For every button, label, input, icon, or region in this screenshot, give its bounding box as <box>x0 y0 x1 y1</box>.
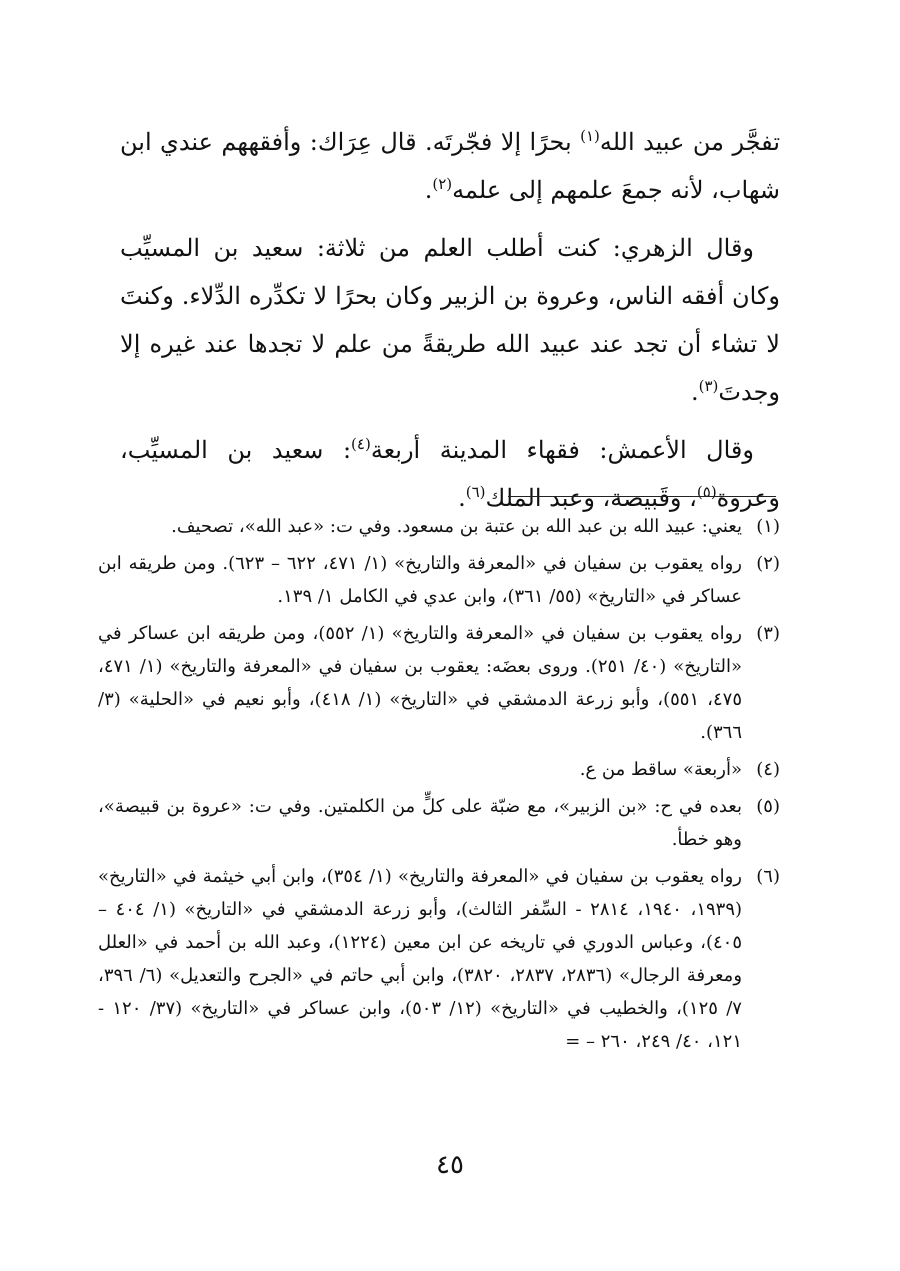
footnote-1 <box>98 510 780 543</box>
footnote-number: (٢) <box>756 553 780 574</box>
footnote-reference[interactable]: (٦) <box>465 483 486 501</box>
footnote-reference[interactable]: (٢) <box>432 175 453 193</box>
footnote-number: (٣) <box>756 623 780 644</box>
paragraph-text: بحرًا إلا فجّرتَه. قال عِرَاك: وأفقههم عندي ابن شهاب، لأنه جمعَ علمهم إلى علمه <box>120 128 780 204</box>
footnote-separator <box>508 496 776 497</box>
paragraph-text: تفجَّر من عبيد الله <box>599 128 781 156</box>
paragraph-text: ، وقَبيصة، وعبد الملك <box>485 484 697 512</box>
paragraph-2 <box>120 224 780 416</box>
paragraph-1 <box>120 118 780 214</box>
footnote-text: يعني: عبيد الله بن عبد الله بن عتبة بن مسعود. وفي ت: «عبد الله»، تصحيف. <box>171 516 742 537</box>
footnote-text: رواه يعقوب بن سفيان في «المعرفة والتاريخ» (١/ ٥٥٢)، ومن طريقه ابن عساكر في «التاريخ» (٤٠/ ٢٥١). وروى بعضَه: يعقوب بن سفيان في «المعرفة والتاريخ» (١/ ٤٧١، ٤٧٥، ٥٥١)، وأبو زرعة الدمشقي في «التاريخ» (١/ ٤١٨)، وأبو نعيم في «الحلية» (٣/ ٣٦٦). <box>98 623 743 743</box>
footnote-reference[interactable]: (٥) <box>696 483 717 501</box>
footnote-3 <box>98 617 780 749</box>
paragraph-3 <box>120 426 780 522</box>
paragraph-text: . <box>458 484 466 512</box>
footnote-number: (٦) <box>756 866 780 887</box>
footnote-reference[interactable]: (١) <box>580 127 600 145</box>
footnote-number: (٥) <box>756 796 780 817</box>
main-text <box>120 118 780 532</box>
footnote-reference[interactable]: (٣) <box>698 377 719 395</box>
footnote-text: بعده في ح: «بن الزبير»، مع ضبّة على كلٍّ من الكلمتين. وفي ت: «عروة بن قبيصة»، وهو خطأ. <box>98 796 742 850</box>
footnote-5 <box>98 790 780 856</box>
footnote-text: «أربعة» ساقط من ع. <box>579 759 742 780</box>
footnote-2 <box>98 547 780 613</box>
paragraph-text: : سعيد بن المسيِّب، وعروة <box>120 436 780 512</box>
page-number: ٤٥ <box>436 1150 464 1180</box>
footnote-number: (٤) <box>756 759 780 780</box>
footnote-reference[interactable]: (٤) <box>351 435 371 453</box>
paragraph-text: . <box>424 176 433 204</box>
paragraph-text: وقال الأعمش: فقهاء المدينة أربعة <box>370 436 754 464</box>
paragraph-text: وقال الزهري: كنت أطلب العلم من ثلاثة: سعيد بن المسيِّب وكان أفقه الناس، وعروة بن الزبير وكان بحرًا لا تكدِّره الدِّلاء. وكنتَ لا تشاء أن تجد عند عبيد الله طريقةً من علم لا تجدها عند غيره إلا وجدتَ <box>120 234 780 406</box>
paragraph-text: . <box>690 378 699 406</box>
footnote-text: رواه يعقوب بن سفيان في «المعرفة والتاريخ» (١/ ٤٧١، ٦٢٢ – ٦٢٣). ومن طريقه ابن عساكر في «التاريخ» (٥٥/ ٣٦١)، وابن عدي في الكامل ١/ ١٣٩. <box>98 553 742 607</box>
footnote-number: (١) <box>756 516 780 537</box>
footnotes <box>98 510 780 1062</box>
footnote-text: رواه يعقوب بن سفيان في «المعرفة والتاريخ» (١/ ٣٥٤)، وابن أبي خيثمة في «التاريخ» (١٩٣٩، ١٩٤٠، ٢٨١٤ - السِّفر الثالث)، وأبو زرعة الدمشقي في «التاريخ» (١/ ٤٠٤ – ٤٠٥)، وعباس الدوري في تاريخه عن ابن معين (١٢٢٤)، وعبد الله بن أحمد في «العلل ومعرفة الرجال» (٢٨٣٦، ٢٨٣٧، ٣٨٢٠)، وابن أبي حاتم في «الجرح والتعديل» (٦/ ٣٩٦، ٧/ ١٢٥)، والخطيب في «التاريخ» (١٢/ ٥٠٣)، وابن عساكر في «التاريخ» (٣٧/ ١٢٠ - ١٢١، ٤٠/ ٢٤٩، ٢٦٠ – = <box>98 866 743 1052</box>
footnote-6 <box>98 860 780 1058</box>
footnote-4 <box>98 753 780 786</box>
